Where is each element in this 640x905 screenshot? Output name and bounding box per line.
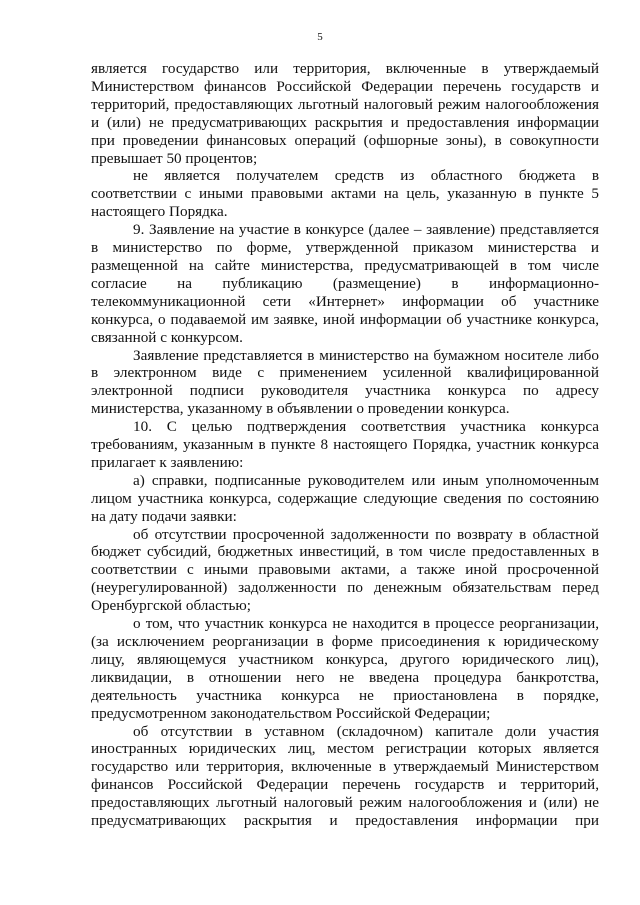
- text-line: соответствии с иными правовыми актами на цель, указанную в пункте 5: [91, 185, 599, 203]
- text-line: министерства, указанному в объявлении о проведении конкурса.: [91, 400, 510, 418]
- text-line: настоящего Порядка.: [91, 203, 228, 221]
- text-line: в электронном виде с применением усиленной квалифицированной: [91, 364, 599, 382]
- text-line: Оренбургской областью;: [91, 597, 251, 615]
- text-line: территорий, предоставляющих льготный налоговый режим налогообложения: [91, 95, 599, 113]
- page-number: 5: [317, 31, 323, 43]
- paragraph: [91, 472, 599, 526]
- text-line: об отсутствии просроченной задолженности по возврату в областной: [133, 525, 599, 543]
- text-line: о том, что участник конкурса не находится в процессе реорганизации,: [133, 615, 599, 633]
- text-line: финансов Российской Федерации перечень государств и территорий,: [91, 776, 599, 794]
- text-line: в министерство по форме, утвержденной приказом министерства и: [91, 239, 599, 257]
- text-line: (за исключением реорганизации в форме присоединения к юридическому: [91, 633, 599, 650]
- text-line: об отсутствии в уставном (складочном) капитале доли участия: [133, 722, 599, 740]
- text-line: является государство или территория, включенные в утверждаемый: [91, 60, 599, 77]
- text-line: иностранных юридических лиц, местом регистрации которых является: [91, 740, 599, 758]
- text-line: на дату подачи заявки:: [91, 507, 237, 525]
- paragraph: [91, 60, 599, 167]
- paragraph: [91, 526, 599, 616]
- text-line: ликвидации, в отношении него не введена процедура банкротства,: [91, 668, 599, 686]
- text-line: Министерством финансов Российской Федерации перечень государств и: [91, 77, 599, 95]
- text-line: размещенной на сайте министерства, предусматривающей в том числе: [91, 256, 599, 274]
- text-line: согласие на публикацию (размещение) в информационно-: [91, 274, 599, 292]
- text-line: (неурегулированной) задолженности по денежным обязательствам перед: [91, 579, 599, 597]
- paragraph: [91, 418, 599, 472]
- text-line: требованиям, указанным в пункте 8 настоящего Порядка, участник конкурса: [91, 436, 599, 454]
- text-line: конкурса, о подаваемой им заявке, иной информации об участнике конкурса,: [91, 310, 599, 328]
- text-line: превышает 50 процентов;: [91, 149, 258, 167]
- paragraph: [91, 221, 599, 346]
- text-line: не является получателем средств из областного бюджета в: [133, 167, 599, 185]
- text-line: связанной с конкурсом.: [91, 328, 243, 346]
- text-line: и (или) не предусматривающих раскрытия и предоставления информации: [91, 113, 599, 131]
- text-line: предусматривающих раскрытия и предоставления информации при: [91, 812, 599, 830]
- text-line: Заявление представляется в министерство на бумажном носителе либо: [133, 346, 599, 364]
- text-line: соответствии с иными правовыми актами, а также иной просроченной: [91, 561, 599, 579]
- paragraph: [91, 347, 599, 419]
- text-line: лицу, являющемуся участником конкурса, другого юридического лиц),: [91, 650, 599, 668]
- text-line: бюджет субсидий, бюджетных инвестиций, в том числе предоставленных в: [91, 543, 599, 561]
- text-line: предусмотренном законодательством Российской Федерации;: [91, 704, 491, 722]
- paragraph: [91, 615, 599, 722]
- text-line: а) справки, подписанные руководителем или иным уполномоченным: [133, 471, 599, 489]
- text-line: электронной подписи руководителя участника конкурса по адресу: [91, 382, 599, 400]
- text-line: 10. С целью подтверждения соответствия участника конкурса: [133, 418, 599, 436]
- text-line: предоставляющих льготный налоговый режим налогообложения и (или) не: [91, 794, 599, 812]
- document-body: [91, 60, 599, 830]
- text-line: при проведении финансовых операций (офшорные зоны), в совокупности: [91, 131, 599, 149]
- text-line: телекоммуникационной сети «Интернет» информации об участнике: [91, 292, 599, 310]
- text-line: лицом участника конкурса, содержащие следующие сведения по состоянию: [91, 489, 599, 507]
- text-line: прилагает к заявлению:: [91, 453, 244, 471]
- text-line: государство или территория, включенные в утверждаемый Министерством: [91, 758, 599, 776]
- paragraph: [91, 167, 599, 221]
- paragraph: [91, 723, 599, 830]
- text-line: деятельность участника конкурса не приостановлена в порядке,: [91, 686, 599, 704]
- text-line: 9. Заявление на участие в конкурсе (далее – заявление) представляется: [133, 221, 599, 239]
